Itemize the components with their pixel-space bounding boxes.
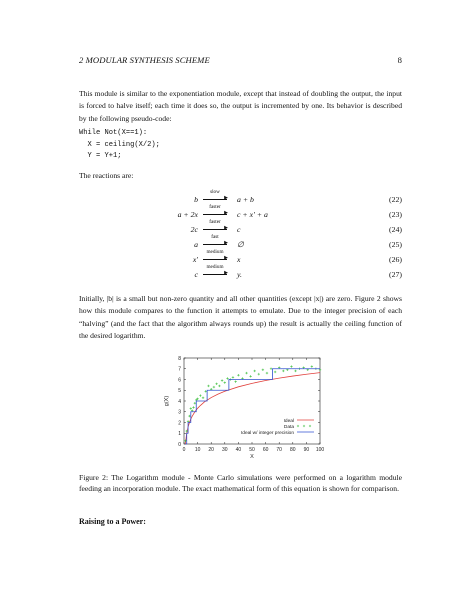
x-axis-label: X [250,454,254,460]
arrow-head-icon: ▶ [224,271,228,277]
arrow-head-icon: ▶ [224,196,228,202]
reaction-lhs: x′ [192,255,198,264]
reaction-lhs: a + 2x [177,210,198,219]
equation-number: (25) [389,240,402,249]
x-tick-label: 50 [249,447,255,453]
y-tick-label: 5 [178,388,181,395]
body-paragraph: Initially, |b| is a small but non-zero quantity and all other quantities (except |x|) are zero. Figure 2 shows how this module compares to the function it attempts to emulate. Due to the integer precision of each “halving” (and the fact that the algorithm always rounds up) the result is actually the ceiling function of the desired logarithm. [79,294,402,341]
page-number: 8 [397,55,402,65]
data-point [266,372,268,374]
reaction-rhs: ∅ [237,240,244,249]
legend-label: Ideal [283,418,294,424]
x-tick-label: 70 [276,447,282,453]
data-point [249,375,251,377]
arrow-head-icon: ▶ [224,241,228,247]
data-point [274,371,276,373]
reaction-lhs: b [194,195,198,204]
data-point [232,376,234,378]
reaction-lhs: c [194,270,198,279]
reaction-rhs: a + b [237,195,254,204]
data-point [207,385,209,387]
code-line: Y = Y+1; [79,152,122,161]
reaction-rhs: y. [237,270,242,279]
x-tick-label: 40 [235,447,242,453]
data-point [192,406,194,408]
y-tick-label: 3 [178,409,181,416]
y-tick-label: 2 [178,420,181,427]
y-tick-label: 4 [178,398,181,405]
data-point [199,394,201,396]
equation-number: (26) [389,255,402,264]
equation-number: (27) [389,270,402,279]
arrow-head-icon: ▶ [224,211,228,217]
reaction-lhs: a [194,240,198,249]
rate-label: medium [206,249,224,255]
code-line: While Not(X==1): [79,129,148,137]
section-heading: Raising to a Power: [79,517,146,526]
data-point [254,370,256,372]
x-tick-label: 20 [208,447,214,453]
y-axis-label: g(X) [164,395,170,407]
logarithm-chart [160,352,330,467]
code-line: X = ceiling(X/2); [79,140,160,149]
data-point [194,402,196,404]
data-point [290,365,292,367]
y-tick-label: 1 [178,431,181,438]
section-title: 2 MODULAR SYNTHESIS SCHEME [79,55,210,65]
reaction-row [79,189,402,209]
y-tick-label: 7 [178,366,181,373]
y-tick-label: 8 [178,355,181,362]
y-tick-label: 0 [178,441,181,448]
reaction-lhs: 2c [190,225,198,234]
legend-swatch [303,425,305,427]
x-tick-label: 0 [182,447,186,453]
pseudo-code [79,128,160,163]
equation-number: (23) [389,210,402,219]
legend-label: Data [283,424,294,430]
legend-label: Ideal w/ integer precision [240,430,294,436]
legend-swatch [297,425,299,427]
data-point [218,385,220,387]
data-point [202,397,204,399]
reaction-row [79,249,402,269]
data-point [213,386,215,388]
reaction-rhs: x [237,255,241,264]
data-point [221,379,223,381]
data-point [270,368,272,370]
x-tick-label: 60 [262,447,269,453]
rate-label: fast [211,234,219,240]
intro-paragraph: This module is similar to the exponentiation module, except that instead of doubling the output, the input is forced to halve itself; each time it does so, the output is incremented by one. Its behavior is described by the following pseudo-code: [79,89,402,123]
data-point [282,370,284,372]
data-point [226,377,228,379]
data-point [234,380,236,382]
arrow-head-icon: ▶ [224,256,228,262]
data-point [262,369,264,371]
data-point [224,382,226,384]
x-tick-label: 100 [315,447,325,453]
data-point [294,370,296,372]
rate-label: slow [210,189,220,195]
equation-number: (24) [389,225,402,234]
x-tick-label: 90 [303,447,310,453]
reaction-row [79,204,402,224]
rate-label: medium [206,264,224,270]
rate-label: faster [209,219,221,225]
figure-caption: Figure 2: The Logarithm module - Monte Carlo simulations were performed on a logarithm module feeding an incorporation module. The exact mathematical form of this equation is shown for comparison. [79,473,402,494]
reaction-rhs: c + x′ + a [237,210,268,219]
data-point [258,373,260,375]
reaction-rhs: c [237,225,241,234]
x-tick-label: 30 [222,447,228,453]
data-point [311,365,313,367]
reactions-intro: The reactions are: [79,171,134,180]
equation-number: (22) [389,195,402,204]
rate-label: faster [209,204,221,210]
reaction-row [79,219,402,239]
y-tick-label: 6 [178,377,181,384]
data-point [245,372,247,374]
data-point [215,383,217,385]
data-point [188,415,190,417]
arrow-head-icon: ▶ [224,226,228,232]
data-point [190,407,192,409]
x-tick-label: 80 [290,447,296,453]
data-point [205,390,207,392]
running-header [79,55,402,65]
x-tick-label: 10 [194,447,201,453]
reaction-row [79,264,402,284]
legend-swatch [309,425,311,427]
data-point [237,374,239,376]
reaction-row [79,234,402,254]
